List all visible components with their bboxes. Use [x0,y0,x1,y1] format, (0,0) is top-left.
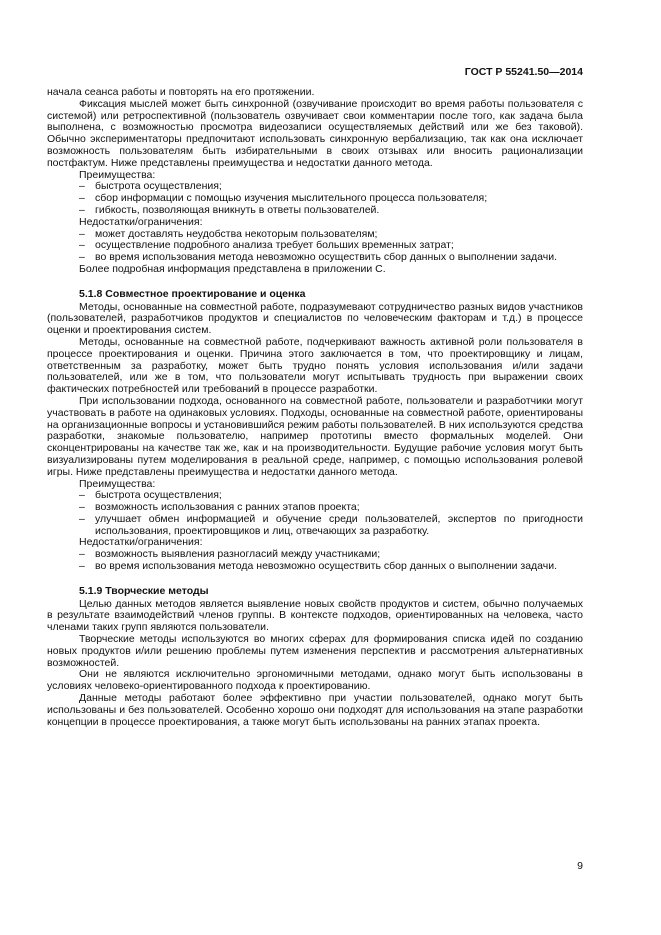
list-caption: Преимущества: [79,477,156,490]
page-number: 9 [577,860,583,872]
document-body [47,87,583,728]
list-item: – гибкость, позволяющая вникнуть в ответы пользователей. [79,205,583,217]
list-item: – во время использования метода невозможно осуществить сбор данных о выполнении задачи. [79,252,583,264]
document-header: ГОСТ Р 55241.50—2014 [464,66,583,78]
paragraph: Они не являются исключительно эргономичными методами, однако могут быть использованы в условиях человеко-ориентированного подхода к проектированию. [47,668,583,693]
paragraph: Более подробная информация представлена в приложении С. [79,262,386,275]
list-item: – сбор информации с помощью изучения мыслительного процесса пользователя; [79,193,583,205]
paragraph: Целью данных методов является выявление новых свойств продуктов и систем, обычно получаемых в результате взаимодействий членов группы. В контексте подходов, ориентированных на человека, часто членами таких групп являются пользователи. [47,597,583,634]
list-caption: Преимущества: [79,168,156,181]
list-item: – может доставлять неудобства некоторым пользователям; [79,229,583,241]
list-item: – возможность использования с ранних этапов проекта; [79,502,583,514]
paragraph: начала сеанса работы и повторять на его протяжении. [47,86,315,98]
paragraph: Творческие методы используются во многих сферах для формирования списка идей по созданию новых продуктов и/или решению проблемы путем изменения перспектив и рассмотрения альтернативных возможностей. [47,633,583,669]
paragraph: Данные методы работают более эффективно при участии пользователей, однако могут быть использованы и без пользователей. Особенно хорошо они подходят для использования на этапе разработки концепции в процессе проектирования, а также могут быть использованы на ранних этапах проекта. [47,692,583,728]
list-caption: Недостатки/ограничения: [79,215,203,228]
section-heading: 5.1.8 Совместное проектирование и оценка [79,287,306,300]
section-heading: 5.1.9 Творческие методы [79,584,209,597]
paragraph: Методы, основанные на совместной работе, подчеркивают важность активной роли пользователя в процессе проектирования и оценки. Причина этого заключается в том, что проектировщику и лицам, ответственным за разработку, может быть трудно понять условия использования и/или задачи пользователей, или же в том, что пользователи могут испытывать трудность при выражении своих фактических потребностей или требований в процессе разработки. [47,335,583,396]
list-item: – улучшает обмен информацией и обучение среди пользователей, экспертов по пригодности использования, проектировщиков и лиц, отвечающих за разработку. [79,514,583,538]
list-item: – возможность выявления разногласий между участниками; [79,549,583,561]
paragraph: Фиксация мыслей может быть синхронной (озвучивание происходит во время работы пользователя с системой) или ретроспективной (пользователь озвучивает свои комментарии после того, как задача была выполнена, с возможностью просмотра видеозаписи осуществляемых действий или же без таковой). Обычно экспериментаторы предпочитают использовать синхронную вербализацию, так как она исключает возможность пользователям быть избирательными в своих отзывах или вносить рационализации постфактум. Ниже представлены преимущества и недостатки данного метода. [47,97,583,169]
paragraph: При использовании подхода, основанного на совместной работе, пользователи и разработчики могут участвовать в работе на одинаковых условиях. Подходы, основанные на совместной работе, ориентированы на организационные вопросы и установившийся режим работы пользователей. В них используются средства разработки, знакомые пользователю, например прототипы вместо формальных моделей. Они сконцентрированы на качестве так же, как и на производительности. Будущие рабочие условия могут быть визуализированы путем моделирования в реальной среде, например, с помощью использования ролевой игры. Ниже представлены преимущества и недостатки данного метода. [47,394,583,478]
list-item: – быстрота осуществления; [79,490,583,502]
list-item: – во время использования метода невозможно осуществить сбор данных о выполнении задачи. [79,561,583,573]
list-item: – осуществление подробного анализа требует больших временных затрат; [79,240,583,252]
list-item: – быстрота осуществления; [79,181,583,193]
list-caption: Недостатки/ограничения: [79,536,203,549]
paragraph: Методы, основанные на совместной работе, подразумевают сотрудничество разных видов участников (пользователей, разработчиков продуктов и специалистов по человеческим факторам и т.д.) в процессе оценки и проектирования систем. [47,300,583,337]
